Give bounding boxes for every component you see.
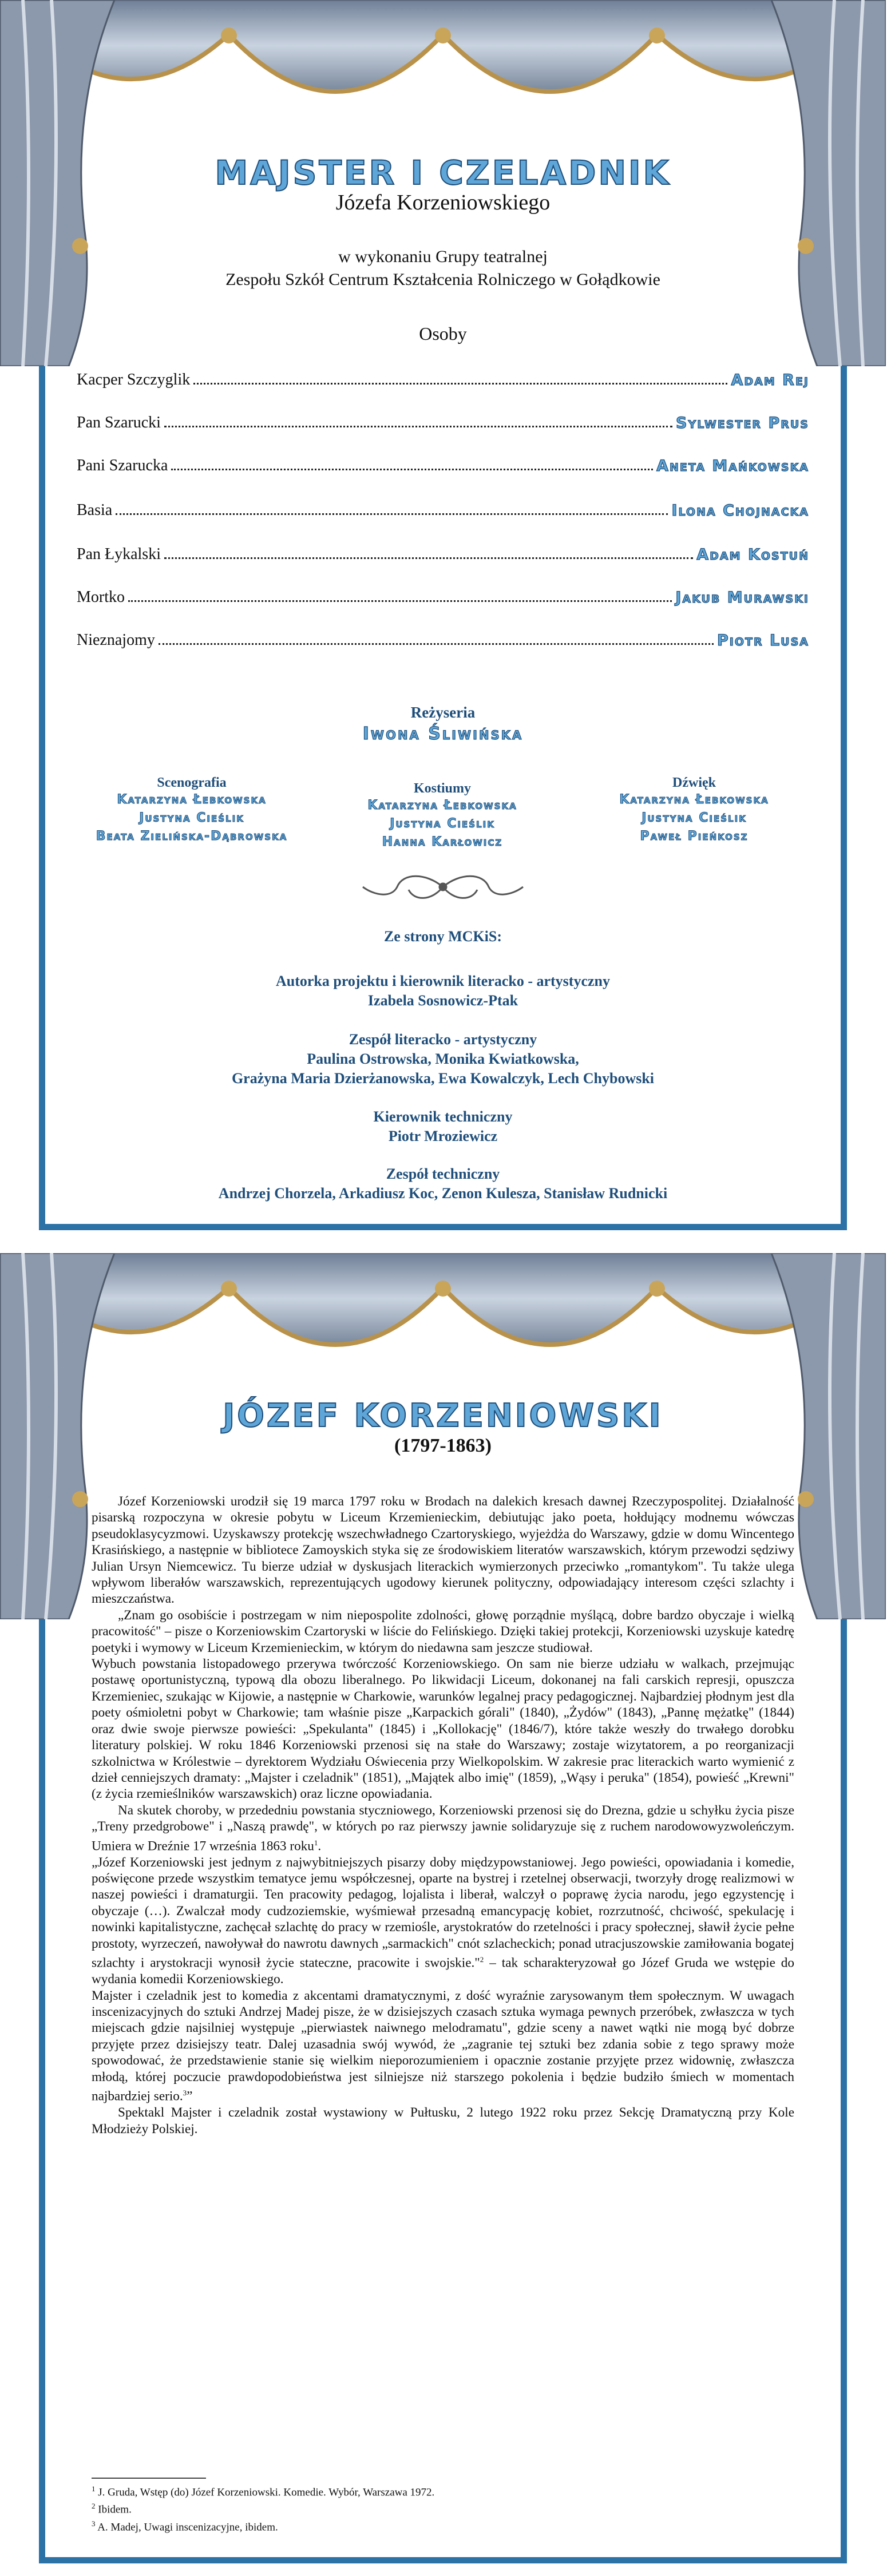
dot-leader bbox=[171, 469, 653, 470]
footnote-ref: 3 bbox=[183, 2088, 187, 2098]
cast-actor: Ilona Chojnacka bbox=[671, 502, 809, 520]
crew-heading: Scenografia bbox=[157, 775, 227, 790]
cast-actor: Piotr Lusa bbox=[716, 632, 809, 649]
bio-paragraph: Spektakl Majster i czeladnik został wystawiony w Pułtusku, 2 lutego 1922 roku przez Sekcję Dramatyczną przy Kole Młodzieży Polskiej. bbox=[92, 2105, 794, 2137]
cast-actor: Adam Rej bbox=[731, 371, 809, 389]
bio-paragraph: Wybuch powstania listopadowego przerywa twórczość Korzeniowskiego. On sam nie bierze udziału w walkach, przejmując postawę oportunistyczną, typową dla obozu liberalnego. Po likwidacji Liceum, dokonanej na fali carskich represji, opuszcza Krzemieniec, szukając w Kijowie, a następnie w Charkowie, warunków legalnej pracy pedagogicznej. Najbardziej płodnym jest dla poety ośmioletni pobyt w Charkowie; tam właśnie pisze „Karpackich górali" (1840), „Żydów" (1843), „Pannę mężatkę" (1844) oraz dwie swoje pierwsze powieści: „Spekulanta" (1845) i „Kollokację" (1846/7), które także weszły do trwałego dorobku literatury polskiej. W roku 1846 Korzeniowski przenosi się na stałe do Warszawy; zostaje wizytatorem, a po reorganizacji szkolnictwa w Królestwie – dyrektorem Wydziału Oświecenia przy Wielkopolskim. W zakresie prac literackich warto wymienić z dzieł cenniejszych dramaty: „Majster i czeladnik" (1851), „Majątek albo imię" (1859), „Wąsy i peruka" (1854), powieść „Krewni" (z życia rzemieślników warszawskich) oraz liczne opowiadania. bbox=[92, 1656, 794, 1802]
mckis-group-heading: Autorka projektu i kierownik literacko - artystyczny bbox=[276, 973, 610, 989]
dot-leader bbox=[116, 513, 668, 515]
crew-column-costumes bbox=[319, 781, 565, 851]
cast-actor: Sylwester Prus bbox=[676, 414, 809, 432]
cast-role: Pan Łykalski bbox=[77, 545, 161, 563]
bio-quote bbox=[92, 1854, 794, 1988]
cast-actor: Aneta Mańkowska bbox=[656, 457, 809, 475]
cast-row bbox=[77, 541, 809, 564]
cast-heading: Osoby bbox=[419, 323, 467, 344]
cast-row bbox=[77, 627, 809, 649]
dot-leader bbox=[159, 643, 714, 645]
crew-column-scenography bbox=[69, 775, 315, 846]
crew-name: Katarzyna Łebkowska bbox=[367, 798, 517, 813]
cast-row bbox=[77, 497, 809, 520]
footnote: $^1$ J. Gruda, Wstęp (do) Józef Korzeniowski. Komedie. Wybór, Warszawa 1972. bbox=[92, 2484, 435, 2499]
footnote-text: A. Madej, Uwagi inscenizacyjne, ibidem. bbox=[97, 2520, 278, 2533]
footnote: $^2$ Ibidem. bbox=[92, 2502, 132, 2516]
mckis-group-line: Paulina Ostrowska, Monika Kwiatkowska, bbox=[307, 1051, 579, 1067]
mckis-group-heading: Zespół techniczny bbox=[386, 1166, 500, 1182]
crew-heading: Kostiumy bbox=[413, 781, 471, 796]
cast-role: Pani Szarucka bbox=[77, 457, 168, 474]
play-title: MAJSTER I CZELADNIK bbox=[215, 153, 671, 192]
bio-paragraph: Majster i czeladnik jest to komedia z akcentami dramatycznymi, z dość wyraźnie zarysowanym tłem społecznym. W uwagach inscenizacyjnych do sztuki Andrzej Madej pisze, że w dzisiejszych czasach sztuka wymaga pewnych przeróbek, zwłaszcza w tych miejscach gdzie najsilniej występuje „pierwiastek naiwnego melodramatu", gdzie sceny a nawet wątki nie mogą być dobrze przyjęte przez dzisiejszy teatr. Dalej uzasadnia swój wywód, że „zagranie tej sztuki bez zdania sobie z tego sprawy może spowodować, że przedstawienie stanie się wielkim nieporozumieniem i opacznie zostanie przyjęte przez widownię, zwłaszcza młodą, której poczucie prawdopodobieństwa jest silniejsze niż starszego pokolenia i będzie budziło śmiech w momentach najbardziej serio.$^3$” bbox=[92, 1988, 794, 2104]
director-name: Iwona Śliwińska bbox=[362, 724, 524, 744]
crew-name: Justyna Cieślik bbox=[390, 817, 495, 831]
crew-name: Hanna Karłowicz bbox=[382, 835, 503, 849]
crew-name: Paweł Pieńkosz bbox=[640, 829, 749, 843]
cast-role: Pan Szarucki bbox=[77, 414, 161, 431]
bio-title: JÓZEF KORZENIOWSKI bbox=[223, 1397, 663, 1434]
footnote-rule bbox=[92, 2478, 206, 2479]
cast-actor: Jakub Murawski bbox=[675, 589, 809, 607]
dot-leader bbox=[164, 557, 693, 559]
poster-page bbox=[39, 0, 847, 1230]
bio-paragraph: Na skutek choroby, w przededniu powstania styczniowego, Korzeniowski przenosi się do Drezna, gdzie u schyłku życia pisze „Treny przedgrobowe" i „Naszą prawdę", w których po raz pierwszy jawnie solidaryzuje się z ruchem narodowowyzwoleńczym. Umiera w Dreźnie 17 września 1863 roku$^1$. bbox=[92, 1802, 794, 1854]
crew-name: Beata Zielińska-Dąbrowska bbox=[96, 829, 288, 843]
crew-column-sound bbox=[571, 775, 817, 846]
mckis-group-line: Piotr Mroziewicz bbox=[388, 1128, 498, 1144]
bio-paragraph-text: „Józef Korzeniowski jest jednym z najwybitniejszych pisarzy doby międzypowstaniowej. Jego powieści, opowiadania i komedie, poświęcone przede wszystkim tematyce jemu współczesnej, oparte na bystrej i rzetelnej obserwacji, tworzyły drogę realizmowi w naszej powieści i dramaturgii. Ten pracowity pedagog, lojalista i liberał, walczył o poprawę życia narodu, jego egzystencję i obyczaje (…). Zwalczał mody cudzoziemskie, wyśmiewał przesadną emancypację kobiet, rozrzutność, chciwość, spekulację i nowinki kapitalistyczne, zachęcał szlachtę do pracy w rzemiośle, arystokratów do rzetelności i pracy społecznej, sławił życie pełne prostoty, wyrzeczeń, nawoływał do nawrotu dawnych „sarmackich" cnót szlacheckich; ponad utracjuszowskie zamiłowania bogatej szlachty i arystokracji wynosił życie stateczne, pracowite i swojskie." bbox=[92, 1854, 794, 1971]
direction-heading: Reżyseria bbox=[410, 704, 476, 721]
footnote: $^3$ A. Madej, Uwagi inscenizacyjne, ibidem. bbox=[92, 2519, 278, 2533]
cast-actor: Adam Kostuń bbox=[696, 546, 809, 564]
crew-name: Katarzyna Łebkowska bbox=[117, 792, 267, 807]
footnote-text: J. Gruda, Wstęp (do) Józef Korzeniowski. Komedie. Wybór, Warszawa 1972. bbox=[98, 2486, 435, 2499]
bio-paragraph: Józef Korzeniowski urodził się 19 marca 1797 roku w Brodach na dalekich kresach dawnej Rzeczypospolitej. Działalność pisarską rozpoczyna w okresie pobytu w Liceum Krzemienieckim, debiutując jako poeta, hołdujący modnemu wówczas pseudoklasycyzmowi. Uzyskawszy protekcję wszechwładnego Czartoryskiego, wyjeżdża do Warszawy, gdzie w domu Wincentego Krasińskiego, a następnie w bibliotece Zamoyskich styka się ze środowiskiem literatów warszawskich, którym przewodzi sędziwy Julian Ursyn Niemcewicz. Tu bierze udział w dyskusjach literackich wymierzonych przeciwko „romantykom". Tu także ulega wpływom liberałów warszawskich, reprezentujących ugodowy kierunek polityczny, odpowiadający interesom części szlachty i mieszczaństwa. bbox=[92, 1494, 794, 1607]
cast-row bbox=[77, 409, 809, 432]
cast-row bbox=[77, 452, 809, 475]
crew-name: Justyna Cieślik bbox=[642, 811, 747, 825]
bio-paragraph: „Znam go osobiście i postrzegam w nim niepospolite zdolności, głowę porządnie myślącą, dobre bardzo obyczaje i wielką pracowitość" – pisze o Korzeniowskim Czartoryski w liście do Felińskiego. Dzięki takiej protekcji, Korzeniowski uzyskuje katedrę poetyki i wymowy w Liceum Krzemienieckim, w którym do niedawna sam jeszcze studiował. bbox=[92, 1607, 794, 1655]
cast-row bbox=[77, 366, 809, 389]
dot-leader bbox=[128, 600, 672, 602]
dot-leader bbox=[164, 426, 672, 427]
footnote-ref: 1 bbox=[314, 1838, 318, 1847]
footnotes bbox=[92, 2478, 794, 2534]
footnote-text: Ibidem. bbox=[98, 2503, 132, 2516]
bio-years: (1797-1863) bbox=[394, 1435, 492, 1456]
crew-heading: Dźwięk bbox=[672, 775, 716, 790]
cast-role: Kacper Szczyglik bbox=[77, 371, 191, 389]
bio-body bbox=[92, 1493, 794, 2137]
mckis-group-line: Andrzej Chorzela, Arkadiusz Koc, Zenon Kulesza, Stanisław Rudnicki bbox=[218, 1185, 668, 1202]
cast-row bbox=[77, 584, 809, 607]
biography-page bbox=[39, 1253, 847, 2563]
performed-by-line2: Zespołu Szkół Centrum Kształcenia Rolniczego w Gołądkowie bbox=[225, 270, 660, 289]
bio-paragraph-text: Na skutek choroby, w przededniu powstania styczniowego, Korzeniowski przenosi się do Drezna, gdzie u schyłku życia pisze „Treny przedgrobowe" i „Naszą prawdę", w których po raz pierwszy jawnie solidaryzuje się z ruchem narodowowyzwoleńczym. Umiera w Dreźnie 17 września 1863 roku bbox=[92, 1802, 794, 1854]
dot-leader bbox=[193, 383, 727, 385]
cast-role: Nieznajomy bbox=[77, 631, 155, 649]
mckis-group-line: Izabela Sosnowicz-Ptak bbox=[367, 992, 518, 1009]
play-author: Józefa Korzeniowskiego bbox=[335, 191, 551, 215]
crew-name: Justyna Cieślik bbox=[139, 811, 244, 825]
cast-role: Basia bbox=[77, 501, 113, 519]
bio-paragraph-text: – tak scharakteryzował go Józef Gruda we wstępie do wydania komedii Korzeniowskiego. bbox=[92, 1955, 794, 1987]
mckis-group-heading: Kierownik techniczny bbox=[373, 1108, 513, 1125]
mckis-heading: Ze strony MCKiS: bbox=[383, 928, 502, 945]
ornament-divider-icon bbox=[357, 870, 529, 904]
footnote-ref: 2 bbox=[480, 1955, 484, 1964]
mckis-group-heading: Zespół literacko - artystyczny bbox=[349, 1031, 537, 1048]
crew-name: Katarzyna Łebkowska bbox=[619, 792, 769, 807]
bio-paragraph-text: Majster i czeladnik jest to komedia z akcentami dramatycznymi, z dość wyraźnie zarysowanym tłem społecznym. W uwagach inscenizacyjnych do sztuki Andrzej Madej pisze, że w dzisiejszych czasach sztuka wymaga pewnych przeróbek, zwłaszcza w tych miejscach gdzie najsilniej występuje „pierwiastek naiwnego melodramatu", gdzie sceny a nawet wątki nie mogą być dobrze przyjęte przez dzisiejszy teatr. Dalej uzasadnia swój wywód, że „zagranie tej sztuki bez zdania sobie z tego sprawy może spowodować, że przedstawienie stanie się wielkim nieporozumieniem i opacznie zostanie przyjęte przez widownię, zwłaszcza młodą, której poczucie prawdopodobieństwa jest silniejsze niż starszego pokolenia i będzie budziło śmiech w momentach najbardziej serio. bbox=[92, 1988, 794, 2104]
cast-role: Mortko bbox=[77, 588, 125, 606]
mckis-group-line: Grażyna Maria Dzierżanowska, Ewa Kowalczyk, Lech Chybowski bbox=[231, 1070, 655, 1087]
performed-by-line1: w wykonaniu Grupy teatralnej bbox=[338, 247, 548, 266]
